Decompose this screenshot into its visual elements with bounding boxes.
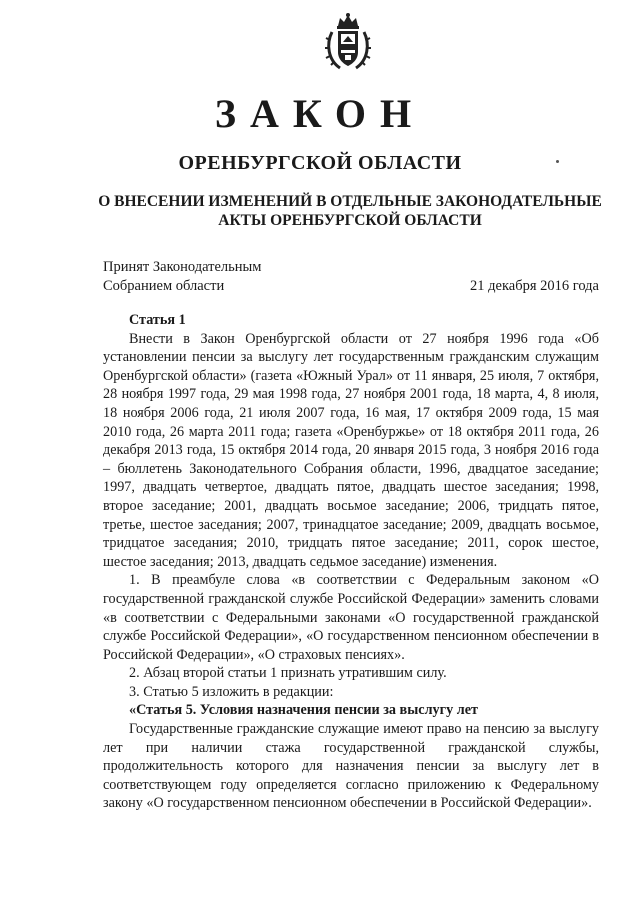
article-5-text: Государственные гражданские служащие имеют право на пенсию за выслугу лет при наличии стажа государственной гражданской службы, продолжительность которого для назначения пенсии за выслугу лет в соответствующем году определяется согласно приложению к Федеральному закону «О государственном пенсионном обеспечении в Российской Федерации». [103, 721, 599, 812]
article-5-heading: «Статья 5. Условия назначения пенсии за выслугу лет [129, 702, 478, 719]
adoption-line-2: Собранием области [103, 278, 225, 294]
adoption-line-1: Принят Законодательным [103, 259, 262, 275]
adoption-date: 21 декабря 2016 года [470, 278, 599, 294]
article-1-item-1: 1. В преамбуле слова «в соответствии с Федеральным законом «О государственной гражданской службе Российской Федерации» заменить словами «в соответствии с Федеральными законами «О государственной гражданской службе Российской Федерации», «О государственном пенсионном обеспечении в Российской Федерации», «О страховых пенсиях». [103, 572, 599, 663]
coat-of-arms-emblem [324, 12, 372, 72]
article-1-intro: Внести в Закон Оренбургской области от 27 ноября 1996 года «Об установлении пенсии за выслугу лет государственным гражданским служащим Оренбургской области» (газета «Южный Урал» от 11 января, 25 июля, 7 октября, 28 ноября 1997 года, 29 мая 1998 года, 27 ноября 2001 года, 18 марта, 4, 8 июля, 18 ноября 2006 года, 21 июля 2007 года, 16 мая, 17 октября 2009 года, 15 мая 2010 года, 26 марта 2011 года; газета «Оренбуржье» от 18 октября 2011 года, 26 декабря 2013 года, 15 октября 2014 года, 20 января 2015 года, 3 ноября 2016 года – бюллетень Законодательного Собрания области, 1996, двадцатое заседание; 1997, двадцать четвертое, двадцать пятое, двадцать шестое заседания; 1998, второе заседание; 2001, двадцать восьмое заседание; 2006, тридцать пятое, третье, шестое заседания; 2007, тринадцатое заседание; 2009, двадцать восьмое, тридцатое заседания; 2010, тридцать пятое заседание; 2011, сорок шестое, шестое заседания; 2013, двадцать седьмое заседание) изменения. [103, 330, 599, 570]
article-1-item-2: 2. Абзац второй статьи 1 признать утратившим силу. [129, 665, 447, 682]
subject-line-1: О ВНЕСЕНИИ ИЗМЕНЕНИЙ В ОТДЕЛЬНЫЕ ЗАКОНОДАТЕЛЬНЫЕ [98, 193, 602, 210]
subject-line-2: АКТЫ ОРЕНБУРГСКОЙ ОБЛАСТИ [218, 212, 482, 229]
law-subject [60, 192, 640, 230]
law-title: ЗАКОН [214, 91, 426, 136]
adoption-note [103, 258, 261, 296]
article-1-heading: Статья 1 [129, 312, 186, 328]
scan-dot [556, 160, 559, 163]
law-body [103, 311, 599, 813]
article-1-item-3: 3. Статью 5 изложить в редакции: [129, 683, 334, 700]
region-title: ОРЕНБУРГСКОЙ ОБЛАСТИ [178, 152, 462, 174]
